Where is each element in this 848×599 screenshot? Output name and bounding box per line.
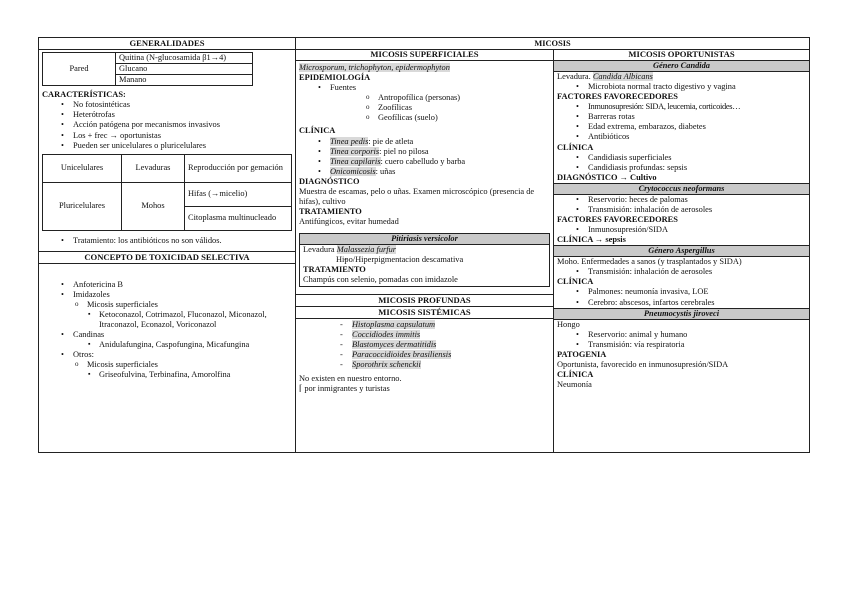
summary-sheet xyxy=(38,37,810,453)
profundas-header: MICOSIS PROFUNDAS xyxy=(296,294,553,307)
pitiriasis-list xyxy=(300,255,549,265)
cryptococcus-factores-list xyxy=(554,225,809,235)
pared-row: Quitina (N-glucosamida β1→4) xyxy=(116,53,253,64)
pitiriasis-header: Pitiriasis versicolor xyxy=(300,234,549,245)
pneumocystis-list xyxy=(554,330,809,350)
reproduccion-cell: Reproducción por gemación xyxy=(185,154,292,182)
list-item: • Reservorio: heces de palomas xyxy=(554,195,809,205)
sistemicas-header: MICOSIS SISTÉMICAS xyxy=(296,307,553,319)
aspergillus-header: Género Aspergillus xyxy=(554,245,809,257)
list-item: - Histoplasma capsulatum xyxy=(296,320,553,330)
pitiriasis-tratamiento-heading: TRATAMIENTO xyxy=(303,265,366,275)
list-item: • Microbiota normal tracto digestivo y vagina xyxy=(554,82,809,92)
aspergillus-clinica-heading: CLÍNICA xyxy=(557,277,594,287)
micosis-superficiales-column xyxy=(296,49,554,452)
list-item: • Anfotericina B xyxy=(39,280,295,290)
clinica-list xyxy=(296,137,553,177)
generalidades-column xyxy=(39,38,296,452)
fuentes-list xyxy=(296,83,553,123)
list-item: - Blastomyces dermatitidis xyxy=(296,340,553,350)
tratamiento-text: Antifúngicos, evitar humedad xyxy=(299,217,399,227)
sistemicas-note: No existen en nuestro entorno. xyxy=(299,373,402,383)
toxicidad-header: CONCEPTO DE TOXICIDAD SELECTIVA xyxy=(39,251,295,264)
list-item: • Los + frec → oportunistas xyxy=(39,131,295,141)
list-item: o Geofílicas (suelo) xyxy=(296,113,553,123)
candida-diagnostico: DIAGNÓSTICO → Cultivo xyxy=(557,172,657,182)
pared-label: Pared xyxy=(43,53,116,86)
pitiriasis-tratamiento-text: Champús con selenio, pomadas con imidazole xyxy=(303,275,458,285)
cryptococcus-clinica: CLÍNICA → sepsis xyxy=(557,235,626,245)
list-item: • Otros: xyxy=(39,350,295,360)
list-item: - Paracoccidioides brasiliensis xyxy=(296,350,553,360)
pneumocystis-patogenia: Oportunista, favorecido en inmunosupresión/SIDA xyxy=(557,359,729,369)
generalidades-header: GENERALIDADES xyxy=(39,38,295,50)
list-item: • Tinea corporis: piel no pilosa xyxy=(296,147,553,157)
diagnostico-text: Muestra de escamas, pelo o uñas. Examen microscópico (presencia de hifas), cultivo xyxy=(299,186,535,207)
caracteristicas-heading: CARACTERÍSTICAS: xyxy=(42,90,126,100)
tratamiento-heading: TRATAMIENTO xyxy=(299,207,362,217)
list-item: • Palmones: neumonía invasiva, LOE xyxy=(554,287,809,297)
list-item: ▪ Ketoconazol, Cotrimazol, Fluconazol, Miconazol, Itraconazol, Econazol, Voriconazol xyxy=(39,310,295,330)
toxicidad-list xyxy=(39,280,295,381)
superficiales-header: MICOSIS SUPERFICIALES xyxy=(296,49,553,61)
list-item: • Reservorio: animal y humano xyxy=(554,330,809,340)
list-item: • Candidiasis profundas: sepsis xyxy=(554,163,809,173)
list-item: • Heterótrofas xyxy=(39,110,295,120)
pneumocystis-hongo: Hongo xyxy=(557,319,580,329)
list-item: • Inmunosupresión/SIDA xyxy=(554,225,809,235)
caracteristicas-list xyxy=(39,100,295,150)
list-item: ▪ Anidulafungina, Caspofungina, Micafungina xyxy=(39,340,295,350)
pneumocystis-patogenia-heading: PATOGENIA xyxy=(557,349,607,359)
list-item: • Edad extrema, embarazos, diabetes xyxy=(554,122,809,132)
candida-clinica-heading: CLÍNICA xyxy=(557,142,594,152)
pitiriasis-levadura: Levadura Malassezia furfur xyxy=(303,245,397,255)
pneumocystis-header: Pneumocystis jiroveci xyxy=(554,308,809,320)
list-item: o Micosis superficiales xyxy=(39,300,295,310)
pluricelulares-cell: Pluricelulares xyxy=(43,182,122,230)
candida-clinica-list xyxy=(554,153,809,173)
list-item: • Fuentes xyxy=(296,83,553,93)
list-item: • Onicomicosis: uñas xyxy=(296,167,553,177)
sistemicas-note: ⌈ por inmigrantes y turistas xyxy=(299,384,390,394)
pneumocystis-clinica: Neumonía xyxy=(557,380,592,390)
candida-microbiota-list xyxy=(554,82,809,92)
cryptococcus-factores-heading: FACTORES FAVORECEDORES xyxy=(557,215,678,225)
diagnostico-heading: DIAGNÓSTICO xyxy=(299,176,360,186)
tratamiento-list xyxy=(39,236,295,246)
sistemicas-list xyxy=(296,320,553,370)
hifas-cell: Hifas (→micelio) xyxy=(185,182,292,206)
epidemiologia-heading: EPIDEMIOLOGÍA xyxy=(299,73,371,83)
pared-table xyxy=(42,52,253,86)
pitiriasis-box xyxy=(299,233,550,286)
levaduras-cell: Levaduras xyxy=(122,154,185,182)
aspergillus-clinica-list xyxy=(554,287,809,307)
celulas-table xyxy=(42,154,292,231)
list-item: o Zoofílicas xyxy=(296,103,553,113)
list-item: • Candinas xyxy=(39,330,295,340)
list-item: • Transmisión: inhalación de aerosoles xyxy=(554,205,809,215)
candida-levadura: Levadura. Candida Albicans xyxy=(557,72,653,81)
list-item: - Coccidiodes immitis xyxy=(296,330,553,340)
oportunistas-header: MICOSIS OPORTUNISTAS xyxy=(554,49,809,61)
list-item: • Transmisión: vía respiratoria xyxy=(554,340,809,350)
list-item: • Transmisión: inhalación de aerosoles xyxy=(554,267,809,277)
list-item: ▪ Griseofulvina, Terbinafina, Amorolfina xyxy=(39,370,295,380)
candida-header: Género Candida xyxy=(554,61,809,72)
list-item: • Cerebro: abscesos, infartos cerebrales xyxy=(554,298,809,308)
list-item: • Imidazoles xyxy=(39,290,295,300)
candida-factores-list xyxy=(554,102,809,142)
pared-row: Manano xyxy=(116,75,253,86)
list-item: • Tinea capilaris: cuero cabelludo y barba xyxy=(296,157,553,167)
list-item: • Acción patógena por mecanismos invasivos xyxy=(39,120,295,130)
list-item: • Pueden ser unicelulares o pluricelulares xyxy=(39,141,295,151)
list-item: • Tinea pedis: pie de atleta xyxy=(296,137,553,147)
list-item: • Tratamiento: los antibióticos no son válidos. xyxy=(39,236,295,246)
list-item: • Inmunosupresión: SIDA, leucemia, corticoides… xyxy=(554,102,809,112)
cryptococcus-list xyxy=(554,195,809,215)
list-item: o Antropofílica (personas) xyxy=(296,93,553,103)
pneumocystis-clinica-heading: CLÍNICA xyxy=(557,370,594,380)
unicelulares-cell: Unicelulares xyxy=(43,154,122,182)
mohos-cell: Mohos xyxy=(122,182,185,230)
list-item: • Barreras rotas xyxy=(554,112,809,122)
list-item: - Sporothrix schenckii xyxy=(296,360,553,370)
list-item: - Hipo/Hiperpigmentacion descamativa xyxy=(300,255,549,265)
aspergillus-moho: Moho. Enfermedades a sanos (y trasplantados y SIDA) xyxy=(557,257,742,267)
list-item: • No fotosintéticas xyxy=(39,100,295,110)
aspergillus-list xyxy=(554,267,809,277)
micosis-oportunistas-column xyxy=(554,49,809,452)
clinica-heading: CLÍNICA xyxy=(299,126,336,136)
cryptococcus-header: Crytococcus neoformans xyxy=(554,183,809,195)
citoplasma-cell: Citoplasma multinucleado xyxy=(185,206,292,230)
pared-row: Glucano xyxy=(116,64,253,75)
list-item: • Candidiasis superficiales xyxy=(554,153,809,163)
micosis-header: MICOSIS xyxy=(296,38,809,50)
genera-text: Microsporum, trichophyton, epidermophyton xyxy=(299,63,450,72)
candida-factores-heading: FACTORES FAVORECEDORES xyxy=(557,92,678,102)
list-item: o Micosis superficiales xyxy=(39,360,295,370)
list-item: • Antibióticos xyxy=(554,132,809,142)
